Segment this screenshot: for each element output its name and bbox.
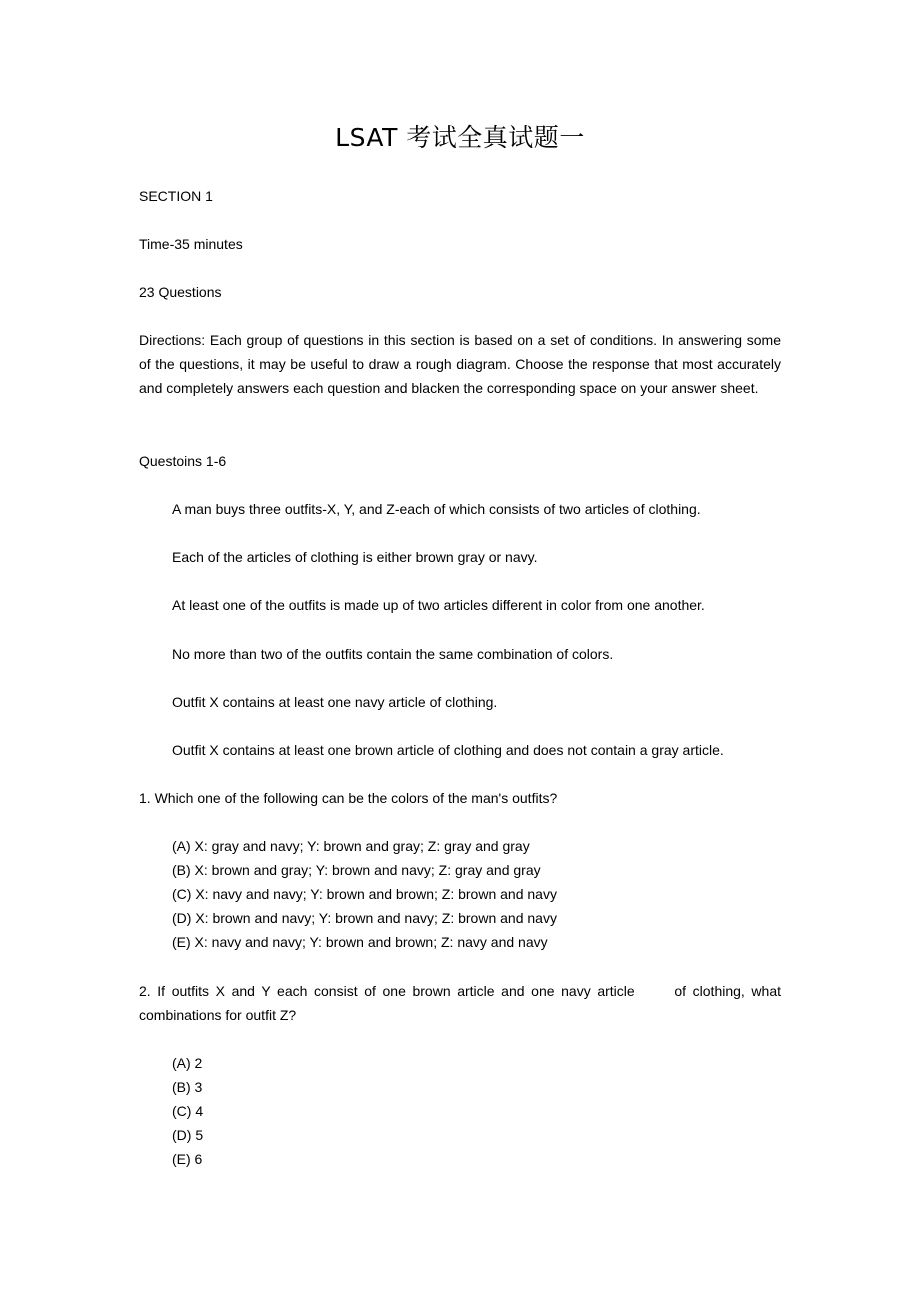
condition-5: Outfit X contains at least one navy article of clothing.	[172, 694, 498, 710]
question-count: 23 Questions	[139, 284, 222, 300]
question-2-option-c: (C) 4	[172, 1103, 204, 1119]
question-2-option-d: (D) 5	[172, 1127, 204, 1143]
document-title: LSAT 考试全真试题一	[335, 123, 585, 152]
question-1-option-d: (D) X: brown and navy; Y: brown and navy; Z: brown and navy	[172, 910, 557, 926]
question-1-option-c: (C) X: navy and navy; Y: brown and brown; Z: brown and navy	[172, 886, 557, 902]
question-1-option-a: (A) X: gray and navy; Y: brown and gray; Z: gray and gray	[172, 838, 530, 854]
condition-4: No more than two of the outfits contain the same combination of colors.	[172, 646, 614, 662]
question-1-stem: 1. Which one of the following can be the colors of the man's outfits?	[139, 790, 558, 806]
condition-3: At least one of the outfits is made up of two articles different in color from one another.	[172, 597, 705, 613]
question-2-stem: 2. If outfits X and Y each consist of one brown article and one navy article of clothing, what combinations for outfit Z?	[139, 983, 785, 1023]
question-2-option-a: (A) 2	[172, 1055, 203, 1071]
condition-1: A man buys three outfits-X, Y, and Z-each of which consists of two articles of clothing.	[172, 501, 701, 517]
directions-paragraph: Directions: Each group of questions in this section is based on a set of conditions. In answering some of the questions, it may be useful to draw a rough diagram. Choose the response that most accurately and completely answers each question and blacken the corresponding space on your answer sheet.	[139, 332, 781, 396]
question-2-option-e: (E) 6	[172, 1151, 203, 1167]
question-2-options	[172, 1051, 203, 1171]
question-1-option-e: (E) X: navy and navy; Y: brown and brown; Z: navy and navy	[172, 934, 548, 950]
question-1-options	[172, 834, 557, 954]
condition-6: Outfit X contains at least one brown article of clothing and does not contain a gray article.	[172, 742, 724, 758]
question-group-label: Questoins 1-6	[139, 453, 227, 469]
question-2-option-b: (B) 3	[172, 1079, 203, 1095]
question-1-option-b: (B) X: brown and gray; Y: brown and navy; Z: gray and gray	[172, 862, 541, 878]
section-label: SECTION 1	[139, 188, 213, 204]
condition-2: Each of the articles of clothing is either brown gray or navy.	[172, 549, 538, 565]
time-label: Time-35 minutes	[139, 236, 243, 252]
